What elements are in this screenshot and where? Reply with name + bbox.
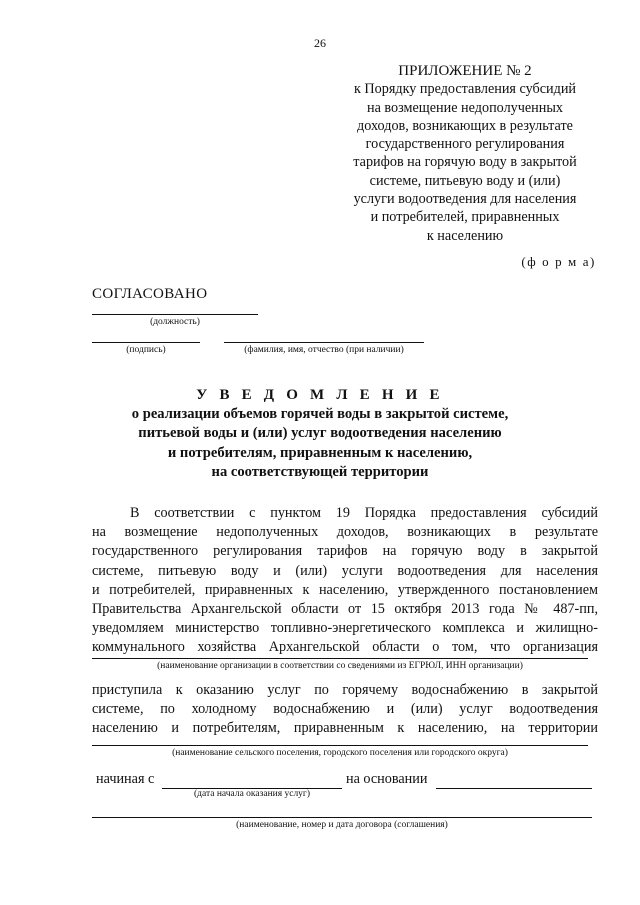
body-line: системе, питьевую воду и (или) услуги водоотведения для населения — [92, 562, 598, 579]
territory-line[interactable] — [92, 745, 588, 746]
body-line: уведомляем министерство топливно-энергетического комплекса и жилищно- — [92, 620, 598, 637]
appendix-title: ПРИЛОЖЕНИЕ № 2 — [398, 63, 532, 79]
full-name-caption: (фамилия, имя, отчество (при наличии) — [244, 345, 404, 355]
contract-caption: (наименование, номер и дата договора (соглашения) — [236, 820, 448, 830]
notice-subtitle-line: питьевой воды и (или) услуг водоотведения населению — [138, 425, 502, 442]
appendix-line: на возмещение недополученных — [367, 99, 563, 116]
body-line: системе, по холодному водоснабжению и (или) услуг водоотведения — [92, 701, 598, 718]
starting-label: начиная с — [96, 771, 155, 787]
notice-title: У В Е Д О М Л Е Н И Е — [196, 387, 444, 403]
appendix-block — [330, 62, 600, 245]
appendix-line: тарифов на горячую воду в закрытой — [353, 154, 577, 171]
appendix-line: к Порядку предоставления субсидий — [353, 81, 577, 98]
appendix-line: и потребителей, приравненных — [370, 209, 560, 226]
notice-subtitle-line: на соответствующей территории — [211, 463, 429, 480]
notice-subtitle-line: о реализации объемов горячей воды в закрытой системе, — [131, 406, 509, 423]
position-caption: (должность) — [150, 317, 200, 327]
position-line[interactable] — [92, 314, 258, 315]
full-name-line[interactable] — [224, 342, 424, 343]
notice-heading — [60, 386, 580, 482]
body-paragraph-2 — [92, 681, 598, 739]
body-line: и потребителей, приравненных к населению, утвержденного постановлением — [92, 581, 598, 598]
body-line: коммунального хозяйства Архангельской области о том, что организация — [92, 639, 598, 656]
body-line: на возмещение недополученных доходов, возникающих в результате — [92, 524, 598, 541]
basis-line[interactable] — [436, 788, 592, 789]
appendix-line: к населению — [426, 227, 504, 244]
body-paragraph-1 — [92, 504, 598, 658]
notice-subtitle-line: и потребителям, приравненным к населению, — [167, 444, 473, 461]
basis-label: на основании — [346, 771, 428, 787]
territory-caption: (наименование сельского поселения, городского поселения или городского округа) — [172, 748, 508, 758]
body-line: приступила к оказанию услуг по горячему водоснабжению в закрытой — [92, 682, 598, 698]
appendix-line: государственного регулирования — [365, 136, 565, 153]
body-line: В соответствии с пунктом 19 Порядка предоставления субсидий — [130, 505, 598, 521]
agreed-heading: СОГЛАСОВАНО — [92, 286, 208, 302]
body-line: населению и потребителям, приравненным к населению, на территории — [92, 720, 598, 737]
page-number: 26 — [314, 36, 326, 50]
appendix-line: системе, питьевую воду и (или) — [369, 172, 561, 189]
organization-caption: (наименование организации в соответствии со сведениями из ЕГРЮЛ, ИНН организации) — [157, 661, 523, 671]
contract-line[interactable] — [92, 817, 592, 818]
signature-caption: (подпись) — [126, 345, 166, 355]
signature-line[interactable] — [92, 342, 200, 343]
start-date-caption: (дата начала оказания услуг) — [194, 789, 310, 799]
appendix-line: доходов, возникающих в результате — [357, 117, 573, 134]
body-line: Правительства Архангельской области от 15 октября 2013 года № 487-пп, — [92, 601, 598, 618]
body-line: государственного регулирования тарифов на горячую воду в закрытой — [92, 543, 598, 560]
form-label: (ф о р м а) — [521, 254, 596, 269]
appendix-line: услуги водоотведения для населения — [353, 191, 577, 208]
organization-line[interactable] — [92, 658, 588, 659]
